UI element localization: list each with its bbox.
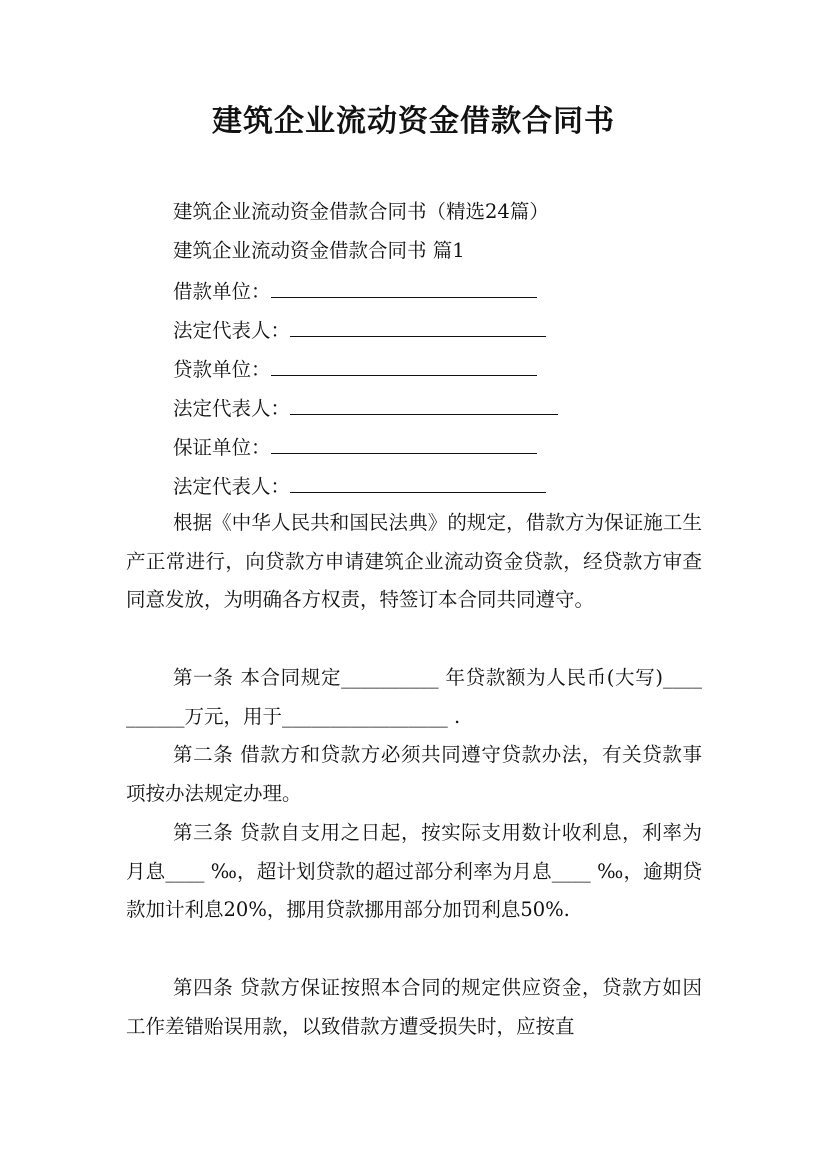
party-label: 保证单位：	[173, 436, 271, 459]
document-title: 建筑企业流动资金借款合同书	[212, 104, 615, 139]
party-row-borrower-rep	[173, 316, 546, 345]
party-label: 法定代表人：	[173, 397, 291, 420]
paragraph-article-3: 第三条 贷款自支用之日起，按实际支用数计收利息，利率为月息____ ‰，超计划贷款的超过部分利率为月息____ ‰，逾期贷款加计利息20%，挪用贷款挪用部分加罚利息50%.	[126, 821, 702, 922]
fill-blank[interactable]	[290, 472, 546, 493]
party-row-guarantor	[173, 433, 537, 462]
party-label: 法定代表人：	[173, 475, 291, 498]
fill-blank[interactable]	[271, 433, 537, 454]
fill-blank[interactable]	[290, 394, 558, 415]
document-subtitle: 建筑企业流动资金借款合同书（精选24篇）	[173, 200, 549, 223]
paragraph-intro: 根据《中华人民共和国民法典》的规定，借款方为保证施工生产正常进行，向贷款方申请建筑企业流动资金贷款，经贷款方审查同意发放，为明确各方权责，特签订本合同共同遵守。	[126, 511, 702, 612]
paragraph-article-2: 第二条 借款方和贷款方必须共同遵守贷款办法，有关贷款事项按办法规定办理。	[126, 743, 702, 805]
fill-blank[interactable]	[290, 316, 546, 337]
paragraph-article-4: 第四条 贷款方保证按照本合同的规定供应资金，贷款方如因工作差错贻误用款，以致借款方遭受损失时，应按直	[126, 976, 702, 1038]
fill-blank[interactable]	[271, 277, 537, 298]
fill-blank[interactable]	[271, 355, 537, 376]
party-row-lender-rep	[173, 394, 558, 423]
party-row-guarantor-rep	[173, 472, 546, 501]
party-row-borrower	[173, 277, 537, 306]
party-label: 法定代表人：	[173, 319, 291, 342]
party-label: 贷款单位：	[173, 358, 271, 381]
paragraph-article-1: 第一条 本合同规定__________ 年贷款额为人民币(大写)____ ______万元，用于_________________ .	[126, 666, 702, 728]
section-heading: 建筑企业流动资金借款合同书 篇1	[173, 239, 465, 262]
party-row-lender	[173, 355, 537, 384]
party-label: 借款单位：	[173, 280, 271, 303]
